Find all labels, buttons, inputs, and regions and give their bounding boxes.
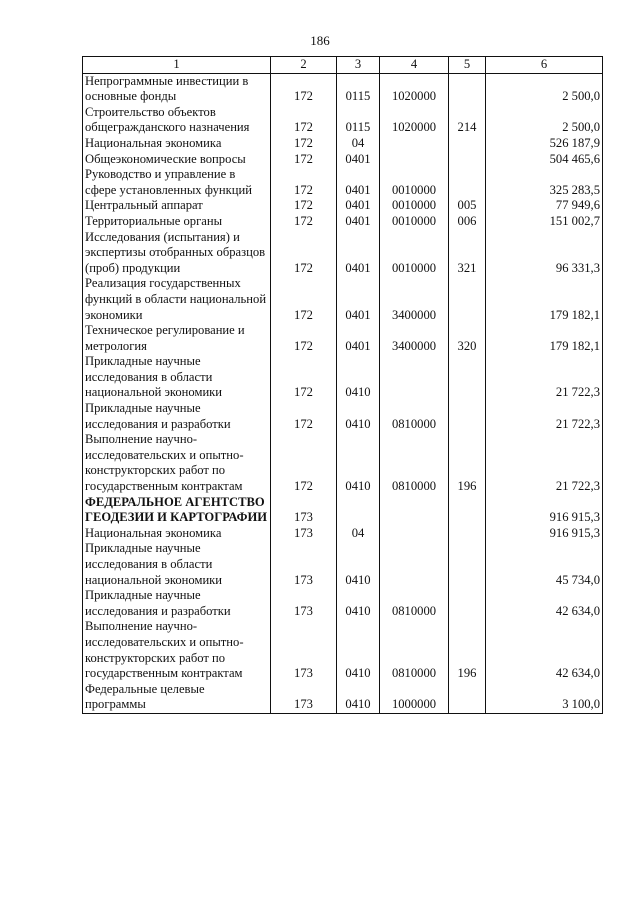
header-col-2: 2 (271, 57, 337, 74)
row-expense-type (449, 276, 486, 323)
row-section-code (337, 495, 380, 526)
row-section-code: 0410 (337, 354, 380, 401)
row-section-code: 0410 (337, 682, 380, 714)
row-article-code: 0810000 (380, 401, 449, 432)
row-expense-type: 005 (449, 198, 486, 214)
row-amount: 325 283,5 (486, 167, 603, 198)
row-article-code: 3400000 (380, 323, 449, 354)
row-amount: 77 949,6 (486, 198, 603, 214)
row-expense-type (449, 73, 486, 105)
table-row (83, 401, 603, 432)
row-expense-type: 214 (449, 105, 486, 136)
row-amount: 916 915,3 (486, 495, 603, 526)
row-amount: 42 634,0 (486, 619, 603, 681)
row-amount: 96 331,3 (486, 230, 603, 277)
row-article-code: 3400000 (380, 276, 449, 323)
row-expense-type (449, 588, 486, 619)
row-name: Федеральные целевые программы (83, 682, 271, 714)
row-article-code: 0010000 (380, 214, 449, 230)
row-section-code: 0410 (337, 588, 380, 619)
table-body (83, 73, 603, 713)
row-ministry-code: 172 (271, 276, 337, 323)
table-header-row (83, 57, 603, 74)
row-article-code (380, 541, 449, 588)
row-name: Строительство объектов общегражданского назначения (83, 105, 271, 136)
row-amount: 42 634,0 (486, 588, 603, 619)
header-col-1: 1 (83, 57, 271, 74)
row-amount: 21 722,3 (486, 432, 603, 494)
row-ministry-code: 173 (271, 619, 337, 681)
row-ministry-code: 172 (271, 354, 337, 401)
table-row (83, 354, 603, 401)
row-amount: 151 002,7 (486, 214, 603, 230)
row-ministry-code: 172 (271, 401, 337, 432)
row-article-code: 1000000 (380, 682, 449, 714)
row-ministry-code: 173 (271, 682, 337, 714)
row-name: Прикладные научные исследования в области национальной экономики (83, 354, 271, 401)
row-section-code: 0115 (337, 73, 380, 105)
row-ministry-code: 173 (271, 495, 337, 526)
row-expense-type: 196 (449, 432, 486, 494)
table-row (83, 230, 603, 277)
row-section-code: 0115 (337, 105, 380, 136)
row-expense-type: 320 (449, 323, 486, 354)
row-article-code: 1020000 (380, 73, 449, 105)
header-col-5: 5 (449, 57, 486, 74)
row-article-code: 0810000 (380, 432, 449, 494)
row-expense-type: 006 (449, 214, 486, 230)
row-name: Национальная экономика (83, 526, 271, 542)
row-ministry-code: 173 (271, 588, 337, 619)
row-section-code: 04 (337, 526, 380, 542)
table-row (83, 682, 603, 714)
row-expense-type: 321 (449, 230, 486, 277)
row-section-code: 0401 (337, 152, 380, 168)
header-col-3: 3 (337, 57, 380, 74)
row-expense-type (449, 152, 486, 168)
table-row (83, 167, 603, 198)
table-row (83, 198, 603, 214)
row-name: Выполнение научно-исследовательских и опытно-конструкторских работ по государственным контрактам (83, 619, 271, 681)
row-ministry-code: 172 (271, 323, 337, 354)
row-expense-type (449, 136, 486, 152)
row-amount: 2 500,0 (486, 73, 603, 105)
row-expense-type (449, 541, 486, 588)
table-row (83, 105, 603, 136)
row-expense-type (449, 401, 486, 432)
row-section-code: 04 (337, 136, 380, 152)
row-name: Реализация государственных функций в области национальной экономики (83, 276, 271, 323)
row-name: Руководство и управление в сфере установленных функций (83, 167, 271, 198)
table-row (83, 495, 603, 526)
row-section-code: 0401 (337, 323, 380, 354)
row-name: Непрограммные инвестиции в основные фонды (83, 73, 271, 105)
row-expense-type: 196 (449, 619, 486, 681)
row-ministry-code: 172 (271, 105, 337, 136)
row-article-code: 1020000 (380, 105, 449, 136)
row-name: Национальная экономика (83, 136, 271, 152)
row-ministry-code: 173 (271, 526, 337, 542)
table-row (83, 323, 603, 354)
row-name: Прикладные научные исследования и разработки (83, 401, 271, 432)
row-name: Общеэкономические вопросы (83, 152, 271, 168)
row-section-code: 0401 (337, 167, 380, 198)
row-article-code: 0810000 (380, 619, 449, 681)
row-amount: 21 722,3 (486, 354, 603, 401)
row-name: ФЕДЕРАЛЬНОЕ АГЕНТСТВО ГЕОДЕЗИИ И КАРТОГРАФИИ (83, 495, 271, 526)
header-col-4: 4 (380, 57, 449, 74)
row-section-code: 0410 (337, 401, 380, 432)
row-amount: 179 182,1 (486, 276, 603, 323)
row-section-code: 0410 (337, 619, 380, 681)
row-article-code (380, 152, 449, 168)
row-ministry-code: 173 (271, 541, 337, 588)
row-section-code: 0401 (337, 276, 380, 323)
table-row (83, 541, 603, 588)
row-amount: 504 465,6 (486, 152, 603, 168)
page-number: 186 (310, 33, 330, 48)
row-section-code: 0410 (337, 432, 380, 494)
table-row (83, 432, 603, 494)
row-article-code (380, 495, 449, 526)
row-section-code: 0401 (337, 198, 380, 214)
row-article-code (380, 526, 449, 542)
row-article-code (380, 136, 449, 152)
budget-table (82, 56, 603, 714)
table-row (83, 276, 603, 323)
table-row (83, 619, 603, 681)
row-ministry-code: 172 (271, 73, 337, 105)
row-name: Прикладные научные исследования и разработки (83, 588, 271, 619)
table-row (83, 152, 603, 168)
row-expense-type (449, 526, 486, 542)
row-ministry-code: 172 (271, 152, 337, 168)
row-name: Прикладные научные исследования в области национальной экономики (83, 541, 271, 588)
row-ministry-code: 172 (271, 198, 337, 214)
row-amount: 2 500,0 (486, 105, 603, 136)
row-ministry-code: 172 (271, 214, 337, 230)
table-row (83, 214, 603, 230)
row-amount: 3 100,0 (486, 682, 603, 714)
table-row (83, 526, 603, 542)
row-ministry-code: 172 (271, 167, 337, 198)
row-article-code: 0010000 (380, 167, 449, 198)
row-expense-type (449, 495, 486, 526)
row-name: Центральный аппарат (83, 198, 271, 214)
row-expense-type (449, 682, 486, 714)
row-amount: 45 734,0 (486, 541, 603, 588)
row-expense-type (449, 167, 486, 198)
row-article-code: 0010000 (380, 198, 449, 214)
row-ministry-code: 172 (271, 136, 337, 152)
row-amount: 21 722,3 (486, 401, 603, 432)
row-article-code: 0010000 (380, 230, 449, 277)
row-name: Выполнение научно-исследовательских и опытно-конструкторских работ по государственным контрактам (83, 432, 271, 494)
row-ministry-code: 172 (271, 230, 337, 277)
row-section-code: 0410 (337, 541, 380, 588)
row-amount: 526 187,9 (486, 136, 603, 152)
row-section-code: 0401 (337, 230, 380, 277)
row-article-code: 0810000 (380, 588, 449, 619)
table-row (83, 588, 603, 619)
row-expense-type (449, 354, 486, 401)
row-article-code (380, 354, 449, 401)
row-ministry-code: 172 (271, 432, 337, 494)
row-amount: 179 182,1 (486, 323, 603, 354)
row-name: Исследования (испытания) и экспертизы отобранных образцов (проб) продукции (83, 230, 271, 277)
table-row (83, 136, 603, 152)
header-col-6: 6 (486, 57, 603, 74)
row-name: Техническое регулирование и метрология (83, 323, 271, 354)
table-row (83, 73, 603, 105)
row-name: Территориальные органы (83, 214, 271, 230)
row-amount: 916 915,3 (486, 526, 603, 542)
row-section-code: 0401 (337, 214, 380, 230)
